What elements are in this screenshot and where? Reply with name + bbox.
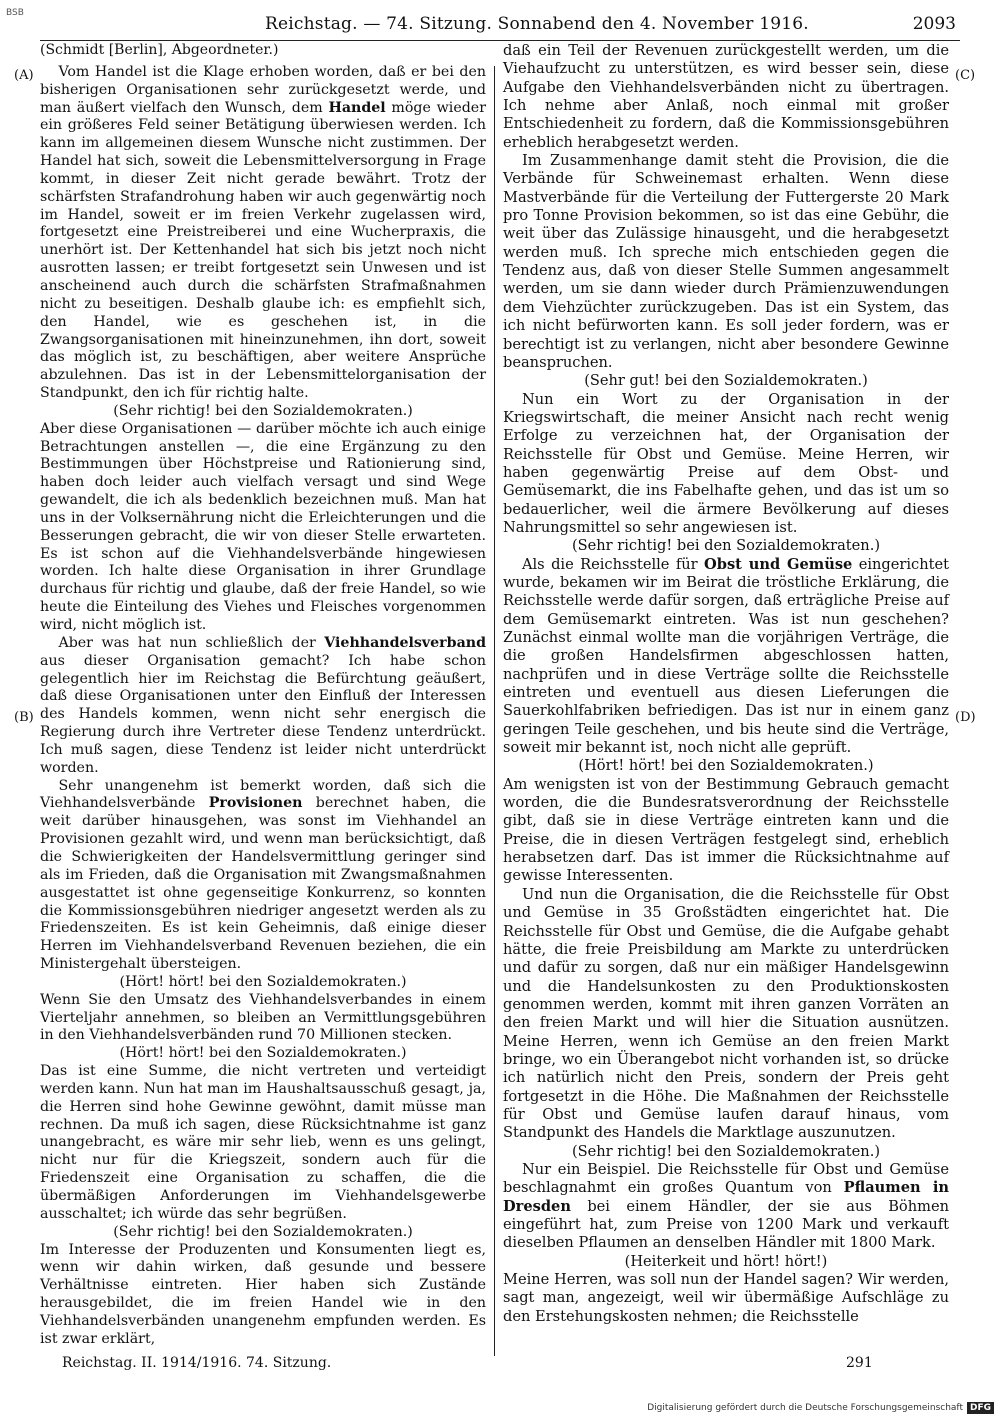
credit-text: Digitalisierung gefördert durch die Deutsche Forschungsgemeinschaft <box>647 1403 963 1413</box>
paragraph: Und nun die Organisation, die die Reichsstelle für Obst und Gemüse in 35 Großstädten eingerichtet hat. Die Reichsstelle für Obst und Gemüse, die die Aufgabe gehabt hätte, die freie Preisbildung am Markte zu unterdrücken und dafür zu sorgen, daß nur ein mäßiger Handelsgewinn und die Handelsunkosten zu den Produktionskosten genommen werden, kommt mit ihren ganzen Vorräten an den freien Markt und will hier die Situation ausnützen. Meine Herren, wenn ich Gemüse an den freien Markt bringe, wo ein Überangebot nicht vorhanden ist, so drücke ich natürlich nicht den Preis, sondern der Preis geht fortgesetzt in die Höhe. Die Maßnahmen der Reichsstelle für Obst und Gemüse laufen darauf hinaus, vom Standpunkt des Handels die Marktlage auszunutzen. <box>503 885 949 1142</box>
paragraph: Vom Handel ist die Klage erhoben worden, daß er bei den bisherigen Organisationen sehr zurückgesetzt werde, und man äußert vielfach den Wunsch, dem Handel möge wieder ein größeres Feld seiner Betätigung überwiesen werden. Ich kann im allgemeinen diesem Wunsche nicht zustimmen. Der Handel hat sich, soweit die Lebensmittelversorgung in Frage kommt, in dieser Zeit nicht gerade bewährt. Trotz der schärfsten Strafandrohung haben wir auch gegenwärtig noch im Handel, soweit er im freien Verkehr zugelassen wird, fortgesetzt eine Preistreiberei und eine Wucherpraxis, die unerhört ist. Der Kettenhandel hat sich bis jetzt noch nicht ausrotten lassen; er treibt fortgesetzt sein Unwesen und ist anscheinend auch durch die schärfsten Strafmaßnahmen nicht zu beseitigen. Deshalb glaube ich: es empfiehlt sich, den Handel, wie es geschehen ist, in die Zwangsorganisationen mit hineinzunehmen, ihn dort, soweit das möglich ist, zu beschäftigen, aber weitere Ansprüche abzulehnen. Das ist in der Lebensmittelorganisation der Standpunkt, den ich für richtig halte. <box>40 63 486 402</box>
bold-term: Provisionen <box>208 795 303 812</box>
dfg-logo: DFG <box>967 1402 994 1414</box>
audience-reaction: (Sehr richtig! bei den Sozialdemokraten.) <box>113 402 413 419</box>
audience-reaction: (Hört! hört! bei den Sozialdemokraten.) <box>578 757 874 775</box>
paragraph: Im Zusammenhange damit steht die Provision, die die Verbände für Schweinemast erhalten. Wenn diese Mastverbände für die Verteilung der Futtergerste 20 Mark pro Tonne Provision bekommen, so ist das eine Gebühr, die weit über das Zulässige hinausgeht, und die herabgesetzt werden muß. Ich spreche mich entschieden gegen die Tendenz aus, daß von dieser Stelle Summen angesammelt werden, um sie dann wieder durch Prämienzuwendungen dem Viehzüchter zurückzugeben. Das ist ein System, das ich nicht befürworten kann. Es soll jeder fordern, was er berechtigt ist zu verlangen, nicht aber besondere Gewinne beanspruchen. <box>503 152 949 371</box>
paragraph: Nur ein Beispiel. Die Reichsstelle für Obst und Gemüse beschlagnahmt ein großes Quantum von Pflaumen in Dresden bei einem Händler, der sie aus Böhmen eingeführt hat, zum Preise von 1200 Mark und verkauft dieselben Pflaumen an denselben Händler mit 1800 Mark. <box>503 1160 949 1252</box>
audience-reaction: (Sehr richtig! bei den Sozialdemokraten.) <box>571 1142 881 1160</box>
bold-term: Pflaumen in Dresden <box>503 1179 949 1215</box>
paragraph: Am wenigsten ist von der Bestimmung Gebrauch gemacht worden, die die Bundesratsverordnung der Reichsstelle gibt, daß sie in diese Verträge eintreten kann und die Preise, die in diesen Verträgen festgelegt sind, erheblich herabsetzen darf. Das ist immer die Rücksichtnahme auf gewisse Interessenten. <box>503 775 949 885</box>
speaker-label: (Schmidt [Berlin], Abgeordneter.) <box>40 42 279 58</box>
paragraph: daß ein Teil der Revenuen zurückgestellt werden, um die Viehaufzucht zu unterstützen, es wird besser sein, diese Aufgabe den Viehhandelsverbänden nicht zu übertragen. Ich nehme aber Anlaß, noch einmal mit großer Entschiedenheit zu fordern, daß die Kommissionsgebühren erheblich herabgesetzt werden. <box>503 42 949 151</box>
library-mark: BSB <box>6 8 24 18</box>
paragraph: Aber was hat nun schließlich der Viehhandelsverband aus dieser Organisation gemacht? Ich habe schon gelegentlich hier im Reichstag die Befürchtung geäußert, daß diese Organisationen unter den Einfluß der Interessen des Handels kommen, wenn nicht sehr energisch die Regierung durch ihre Vertreter diese Tendenz unterdrückt. Ich muß sagen, diese Tendenz ist leider nicht unterdrückt worden. <box>40 634 486 776</box>
page-number: 2093 <box>912 14 956 34</box>
page-header <box>40 10 960 41</box>
right-column <box>503 42 949 1326</box>
bold-term: Obst und Gemüse <box>704 555 853 573</box>
header-title: Reichstag. — 74. Sitzung. Sonnabend den 4. November 1916. <box>265 14 809 34</box>
paragraph: Meine Herren, was soll nun der Handel sagen? Wir werden, sagt man, angezeigt, weil wir übermäßige Aufschläge zu den Erstehungskosten nehmen; die Reichsstelle <box>503 1271 949 1325</box>
paragraph: Aber diese Organisationen — darüber möchte ich auch einige Betrachtungen anstellen —, die eine Ergänzung zu den Bestimmungen über Höchstpreise und Rationierung sind, haben doch leider auch vielfach versagt und sind Wege gewandelt, die ich als bedenklich bezeichnen muß. Man hat uns in der Volksernährung nicht die Erleichterungen und die Besserungen gebracht, die wir von dieser Stelle erwarteten. Es ist schon auf die Viehhandelsverbände hingewiesen worden. Ich halte diese Organisation in ihrer Grundlage durchaus für richtig und glaube, daß der freie Handel, so wie heute die Einteilung des Viehes und Fleisches vorgenommen wird, nicht möglich ist. <box>40 420 486 633</box>
margin-letter-b: (B) <box>14 710 34 725</box>
audience-reaction: (Sehr richtig! bei den Sozialdemokraten.) <box>571 537 881 555</box>
margin-letter-d: (D) <box>955 710 976 725</box>
paragraph: Als die Reichsstelle für Obst und Gemüse eingerichtet wurde, bekamen wir im Beirat die tröstliche Erklärung, die Reichsstelle werde dafür sorgen, daß erträgliche Preise auf dem Gemüsemarkt eintreten. Was ist nun geschehen? Zunächst einmal wollte man die vorjährigen Verträge, die die großen Handelsfirmen abgeschlossen hatten, nachprüfen und in diese Verträge sollte die Reichsstelle eintreten und eventuell aus diesen Lieferungen die Sauerkohlfabriken befriedigen. Das ist nur in einem ganz geringen Teile geschehen, und bis heute sind die Verträge, soweit mir bekannt ist, noch nicht alle geprüft. <box>503 555 949 757</box>
margin-letter-a: (A) <box>14 68 34 83</box>
bold-term: Handel <box>328 99 386 116</box>
paragraph: Das ist eine Summe, die nicht vertreten und verteidigt werden kann. Nun hat man im Haushaltsausschuß gesagt, ja, die Herren sind hohe Gewinne gewöhnt, damit müsse man rechnen. Da muß ich sagen, diese Rücksichtnahme ist ganz unangebracht, es wäre mir sehr lieb, wenn es uns gelingt, nicht nur für die Kriegszeit, sondern auch für die Friedenszeit eine Organisation zu schaffen, die die übermäßigen Anforderungen im Viehhandelsgewerbe ausschaltet; ich würde das sehr begrüßen. <box>40 1063 486 1222</box>
footer-signature: Reichstag. II. 1914/1916. 74. Sitzung. <box>62 1355 332 1371</box>
footer-sheet-number: 291 <box>846 1355 873 1371</box>
audience-reaction: (Sehr richtig! bei den Sozialdemokraten.) <box>113 1223 413 1240</box>
column-divider <box>494 66 495 1356</box>
digitization-credit <box>647 1402 994 1414</box>
paragraph: Nun ein Wort zu der Organisation in der Kriegswirtschaft, die meiner Ansicht nach recht wenig Erfolge zu verzeichnen hat, der Organisation der Reichsstelle für Obst und Gemüse. Meine Herren, wir haben gegenwärtig Preise auf dem Obst- und Gemüsemarkt, die ins Fabelhafte gehen, und das ist um so bedauerlicher, weil die ärmere Bevölkerung auf dieses Nahrungsmittel so sehr angewiesen ist. <box>503 390 949 536</box>
margin-letter-c: (C) <box>955 68 976 83</box>
paragraph: Wenn Sie den Umsatz des Viehhandelsverbandes in einem Vierteljahr annehmen, so bleiben an Vermittlungsgebühren in den Viehhandelsverbänden rund 70 Millionen stecken. <box>40 991 486 1044</box>
bold-term: Viehhandelsverband <box>324 634 486 651</box>
left-column <box>40 42 486 1349</box>
paragraph: Sehr unangenehm ist bemerkt worden, daß sich die Viehhandelsverbände Provisionen berechnet haben, die weit darüber hinausgehen, was sonst im Viehhandel an Provisionen gezahlt wird, und wenn man berücksichtigt, daß die Schwierigkeiten der Handelsvermittlung geringer sind als im Frieden, daß die Organisation mit Zwangsmaßnahmen ausgestattet ist ohne gegenseitige Konkurrenz, so konnten die Kommissionsgebühren niedriger angesetzt werden als zu Friedenszeiten. Es ist kein Geheimnis, daß einige dieser Herren im Viehhandelsverband Revenuen beziehen, die ein Ministergehalt übersteigen. <box>40 777 486 973</box>
paragraph: Im Interesse der Produzenten und Konsumenten liegt es, wenn wir dahin wirken, daß gesunde und bessere Verhältnisse eintreten. Hier haben sich Zustände herausgebildet, die im freien Handel wie in den Viehhandelsverbänden unangenehm empfunden werden. Es ist zwar erklärt, <box>40 1241 486 1347</box>
audience-reaction: (Hört! hört! bei den Sozialdemokraten.) <box>119 1045 407 1062</box>
audience-reaction: (Heiterkeit und hört! hört!) <box>624 1252 828 1270</box>
audience-reaction: (Sehr gut! bei den Sozialdemokraten.) <box>584 372 868 390</box>
audience-reaction: (Hört! hört! bei den Sozialdemokraten.) <box>119 973 407 990</box>
